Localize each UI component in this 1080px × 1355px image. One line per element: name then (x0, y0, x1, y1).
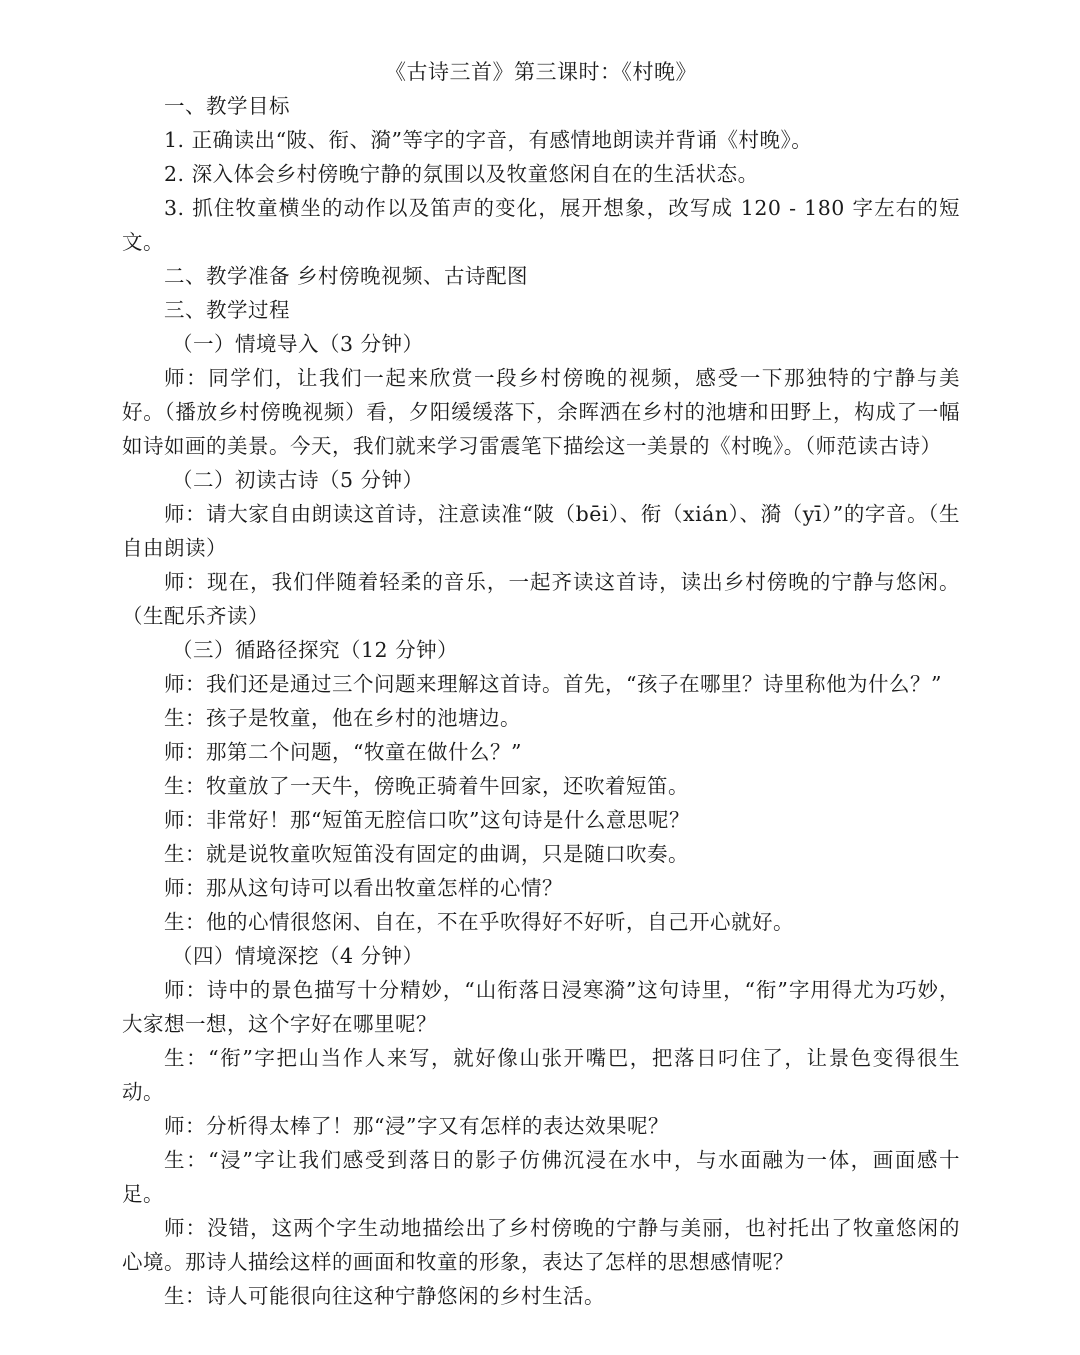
step3-heading: （三）循路径探究（12 分钟） (172, 638, 459, 662)
step2-heading: （二）初读古诗（5 分钟） (172, 468, 424, 492)
dialogue-line: 师：我们还是通过三个问题来理解这首诗。首先，“孩子在哪里？诗里称他为什么？” (164, 672, 942, 696)
dialogue-line: 生：孩子是牧童，他在乡村的池塘边。 (164, 706, 521, 730)
step1-paragraph: 师：同学们，让我们一起来欣赏一段乡村傍晚的视频，感受一下那独特的宁静与美好。（播放乡村傍晚视频）看，夕阳缓缓落下，余晖洒在乡村的池塘和田野上，构成了一幅如诗如画的美景。今天，我们就来学习雷震笔下描绘这一美景的《村晚》。（师范读古诗） (122, 366, 960, 458)
objective-3: 3. 抓住牧童横坐的动作以及笛声的变化，展开想象，改写成 120 - 180 字左右的短文。 (122, 196, 960, 254)
dialogue-line: 师：诗中的景色描写十分精妙，“山衔落日浸寒漪”这句诗里，“衔”字用得尤为巧妙，大家想一想，这个字好在哪里呢？ (122, 978, 960, 1036)
objective-2: 2. 深入体会乡村傍晚宁静的氛围以及牧童悠闲自在的生活状态。 (164, 162, 759, 186)
preparation-heading: 二、教学准备 乡村傍晚视频、古诗配图 (164, 264, 529, 288)
dialogue-line: 师：那从这句诗可以看出牧童怎样的心情？ (164, 876, 563, 900)
step2-paragraph: 师：现在，我们伴随着轻柔的音乐，一起齐读这首诗，读出乡村傍晚的宁静与悠闲。（生配乐齐读） (122, 570, 960, 628)
dialogue-line: 生：“浸”字让我们感受到落日的影子仿佛沉浸在水中，与水面融为一体，画面感十足。 (122, 1148, 960, 1206)
dialogue-line: 师：那第二个问题，“牧童在做什么？” (164, 740, 522, 764)
dialogue-line: 师：分析得太棒了！那“浸”字又有怎样的表达效果呢？ (164, 1114, 669, 1138)
document-title: 《古诗三首》第三课时：《村晚》 (385, 60, 697, 84)
dialogue-line: 生：他的心情很悠闲、自在，不在乎吹得好不好听，自己开心就好。 (164, 910, 794, 934)
step1-heading: （一）情境导入（3 分钟） (172, 332, 424, 356)
step2-paragraph: 师：请大家自由朗读这首诗，注意读准“陂（bēi）、衔（xián）、漪（yī）”的字音。（生自由朗读） (122, 502, 960, 560)
step4-heading: （四）情境深挖（4 分钟） (172, 944, 424, 968)
dialogue-line: 师：非常好！那“短笛无腔信口吹”这句诗是什么意思呢？ (164, 808, 690, 832)
dialogue-line: 生：“衔”字把山当作人来写，就好像山张开嘴巴，把落日叼住了，让景色变得很生动。 (122, 1046, 960, 1104)
lesson-plan-page (122, 55, 960, 1313)
process-heading: 三、教学过程 (164, 298, 290, 322)
dialogue-line: 生：牧童放了一天牛，傍晚正骑着牛回家，还吹着短笛。 (164, 774, 689, 798)
dialogue-line: 生：诗人可能很向往这种宁静悠闲的乡村生活。 (164, 1284, 605, 1308)
dialogue-line: 师：没错，这两个字生动地描绘出了乡村傍晚的宁静与美丽，也衬托出了牧童悠闲的心境。那诗人描绘这样的画面和牧童的形象，表达了怎样的思想感情呢？ (122, 1216, 960, 1274)
objectives-heading: 一、教学目标 (164, 94, 290, 118)
objective-1: 1. 正确读出“陂、衔、漪”等字的字音，有感情地朗读并背诵《村晚》。 (164, 128, 813, 152)
dialogue-line: 生：就是说牧童吹短笛没有固定的曲调，只是随口吹奏。 (164, 842, 689, 866)
